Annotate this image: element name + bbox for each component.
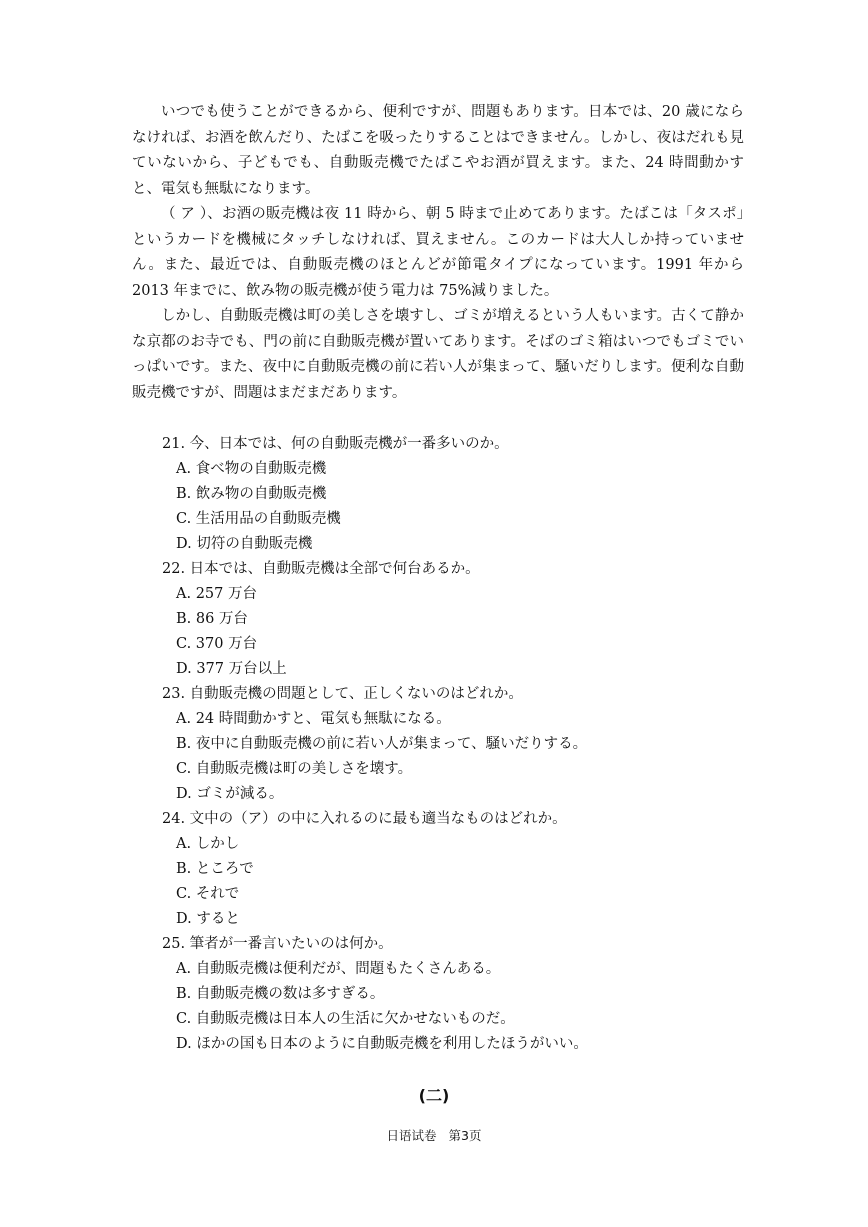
question-stem: 24. 文中の（ア）の中に入れるのに最も適当なものはどれか。 bbox=[162, 811, 567, 827]
option-c: C. 370 万台 bbox=[176, 636, 258, 652]
option-a: A. 食べ物の自動販売機 bbox=[176, 461, 327, 477]
passage-paragraph: （ ア ）、お酒の販売機は夜 11 時から、朝 5 時まで止めてあります。たばこは「タスポ」というカードを機械にタッチしなければ、買えません。このカードは大人しか持っていません。また、最近では、自動販売機のほとんどが節電タイプになっています。1991 年から 2013 年までに、飲み物の販売機が使う電力は 75%減りました。 bbox=[132, 206, 744, 299]
option-c: C. 自動販売機は日本人の生活に欠かせないものだ。 bbox=[176, 1011, 515, 1027]
passage-paragraph: いつでも使うことができるから、便利ですが、問題もあります。日本では、20 歳にならなければ、お酒を飲んだり、たばこを吸ったりすることはできません。しかし、夜はだれも見ていないから、子どもでも、自動販売機でたばこやお酒が買えます。また、24 時間動かすと、電気も無駄になります。 bbox=[132, 104, 744, 197]
question-stem: 22. 日本では、自動販売機は全部で何台あるか。 bbox=[162, 561, 480, 577]
option-list bbox=[162, 582, 762, 682]
question-stem: 23. 自動販売機の問題として、正しくないのはどれか。 bbox=[162, 686, 523, 702]
question-23 bbox=[162, 682, 762, 807]
exam-name: 日语试卷 bbox=[386, 1128, 437, 1143]
option-c: C. それで bbox=[176, 886, 240, 902]
option-list bbox=[162, 957, 762, 1057]
option-b: B. 夜中に自動販売機の前に若い人が集まって、騒いだりする。 bbox=[176, 736, 588, 752]
section-heading: (二) bbox=[418, 1086, 450, 1105]
page-number: 第3页 bbox=[448, 1128, 482, 1143]
option-list bbox=[162, 707, 762, 807]
question-stem: 25. 筆者が一番言いたいのは何か。 bbox=[162, 936, 393, 952]
option-c: C. 生活用品の自動販売機 bbox=[176, 511, 341, 527]
question-24 bbox=[162, 807, 762, 932]
option-a: A. 24 時間動かすと、電気も無駄になる。 bbox=[176, 711, 451, 727]
question-21 bbox=[162, 432, 762, 557]
option-b: B. 飲み物の自動販売機 bbox=[176, 486, 327, 502]
option-d: D. 切符の自動販売機 bbox=[176, 536, 313, 552]
passage-paragraph: しかし、自動販売機は町の美しさを壊すし、ゴミが増えるという人もいます。古くて静かな京都のお寺でも、門の前に自動販売機が置いてあります。そばのゴミ箱はいつでもゴミでいっぱいです。また、夜中に自動販売機の前に若い人が集まって、騒いだりします。便利な自動販売機ですが、問題はまだまだあります。 bbox=[132, 308, 744, 401]
option-d: D. すると bbox=[176, 911, 240, 927]
option-a: A. 自動販売機は便利だが、問題もたくさんある。 bbox=[176, 961, 501, 977]
question-22 bbox=[162, 557, 762, 682]
option-b: B. 86 万台 bbox=[176, 611, 248, 627]
question-stem: 21. 今、日本では、何の自動販売機が一番多いのか。 bbox=[162, 436, 509, 452]
option-list bbox=[162, 832, 762, 932]
question-list bbox=[162, 432, 762, 1057]
option-d: D. ほかの国も日本のように自動販売機を利用したほうがいい。 bbox=[176, 1036, 588, 1052]
option-c: C. 自動販売機は町の美しさを壊す。 bbox=[176, 761, 413, 777]
option-a: A. 257 万台 bbox=[176, 586, 257, 602]
option-b: B. ところで bbox=[176, 861, 254, 877]
option-d: D. 377 万台以上 bbox=[176, 661, 287, 677]
option-d: D. ゴミが減る。 bbox=[176, 786, 284, 802]
page-footer bbox=[0, 1126, 868, 1144]
option-list bbox=[162, 457, 762, 557]
question-25 bbox=[162, 932, 762, 1057]
reading-passage bbox=[132, 100, 744, 406]
option-b: B. 自動販売機の数は多すぎる。 bbox=[176, 986, 385, 1002]
option-a: A. しかし bbox=[176, 836, 240, 852]
